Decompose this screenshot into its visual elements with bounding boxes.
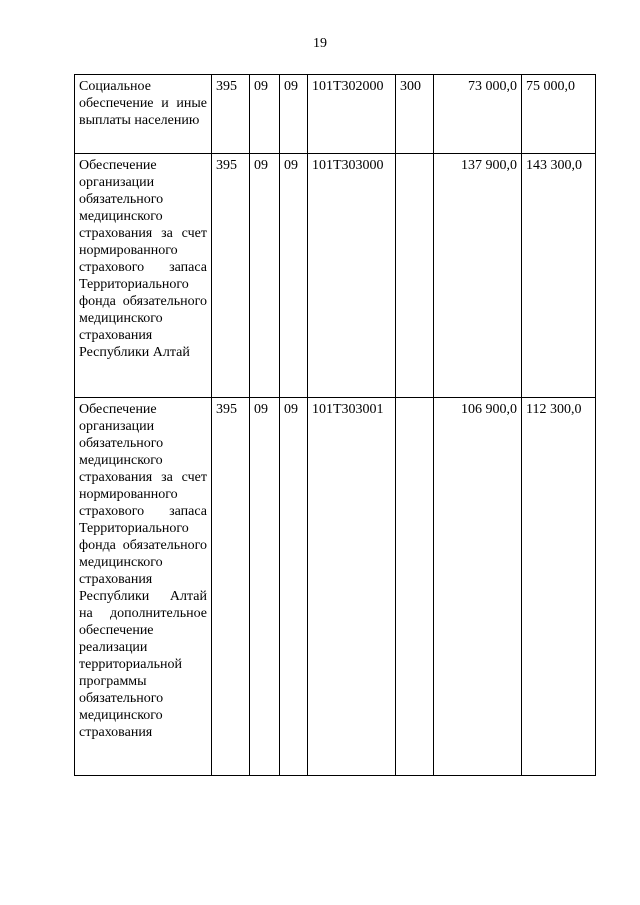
amount-year-1: 137 900,0 [434, 154, 522, 398]
code-ministry: 395 [212, 154, 250, 398]
table-row [75, 154, 596, 398]
code-ministry: 395 [212, 398, 250, 776]
code-subsection: 09 [280, 154, 308, 398]
code-subsection: 09 [280, 75, 308, 154]
row-name: Обеспечение организации обязательного медицинского страхования за счет нормированного страхового запаса Территориального фонда обязательного медицинского страхования Республики Алтай [75, 154, 212, 398]
amount-year-1: 73 000,0 [434, 75, 522, 154]
page-number: 19 [313, 36, 327, 51]
code-expense-type [396, 398, 434, 776]
code-expense-type: 300 [396, 75, 434, 154]
code-target: 101Т302000 [308, 75, 396, 154]
amount-year-2: 112 300,0 [522, 398, 596, 776]
amount-year-2: 75 000,0 [522, 75, 596, 154]
code-section: 09 [250, 398, 280, 776]
code-target: 101Т303001 [308, 398, 396, 776]
budget-table [74, 74, 596, 776]
code-section: 09 [250, 75, 280, 154]
code-subsection: 09 [280, 398, 308, 776]
code-section: 09 [250, 154, 280, 398]
amount-year-2: 143 300,0 [522, 154, 596, 398]
amount-year-1: 106 900,0 [434, 398, 522, 776]
code-target: 101Т303000 [308, 154, 396, 398]
code-expense-type [396, 154, 434, 398]
table-row [75, 75, 596, 154]
row-name: Обеспечение организации обязательного медицинского страхования за счет нормированного страхового запаса Территориального фонда обязательного медицинского страхования Республики Алтай на дополнительное обеспечение реализации территориальной программы обязательного медицинского страхования [75, 398, 212, 776]
row-name: Социальное обеспечение и иные выплаты населению [75, 75, 212, 154]
table-row [75, 398, 596, 776]
code-ministry: 395 [212, 75, 250, 154]
